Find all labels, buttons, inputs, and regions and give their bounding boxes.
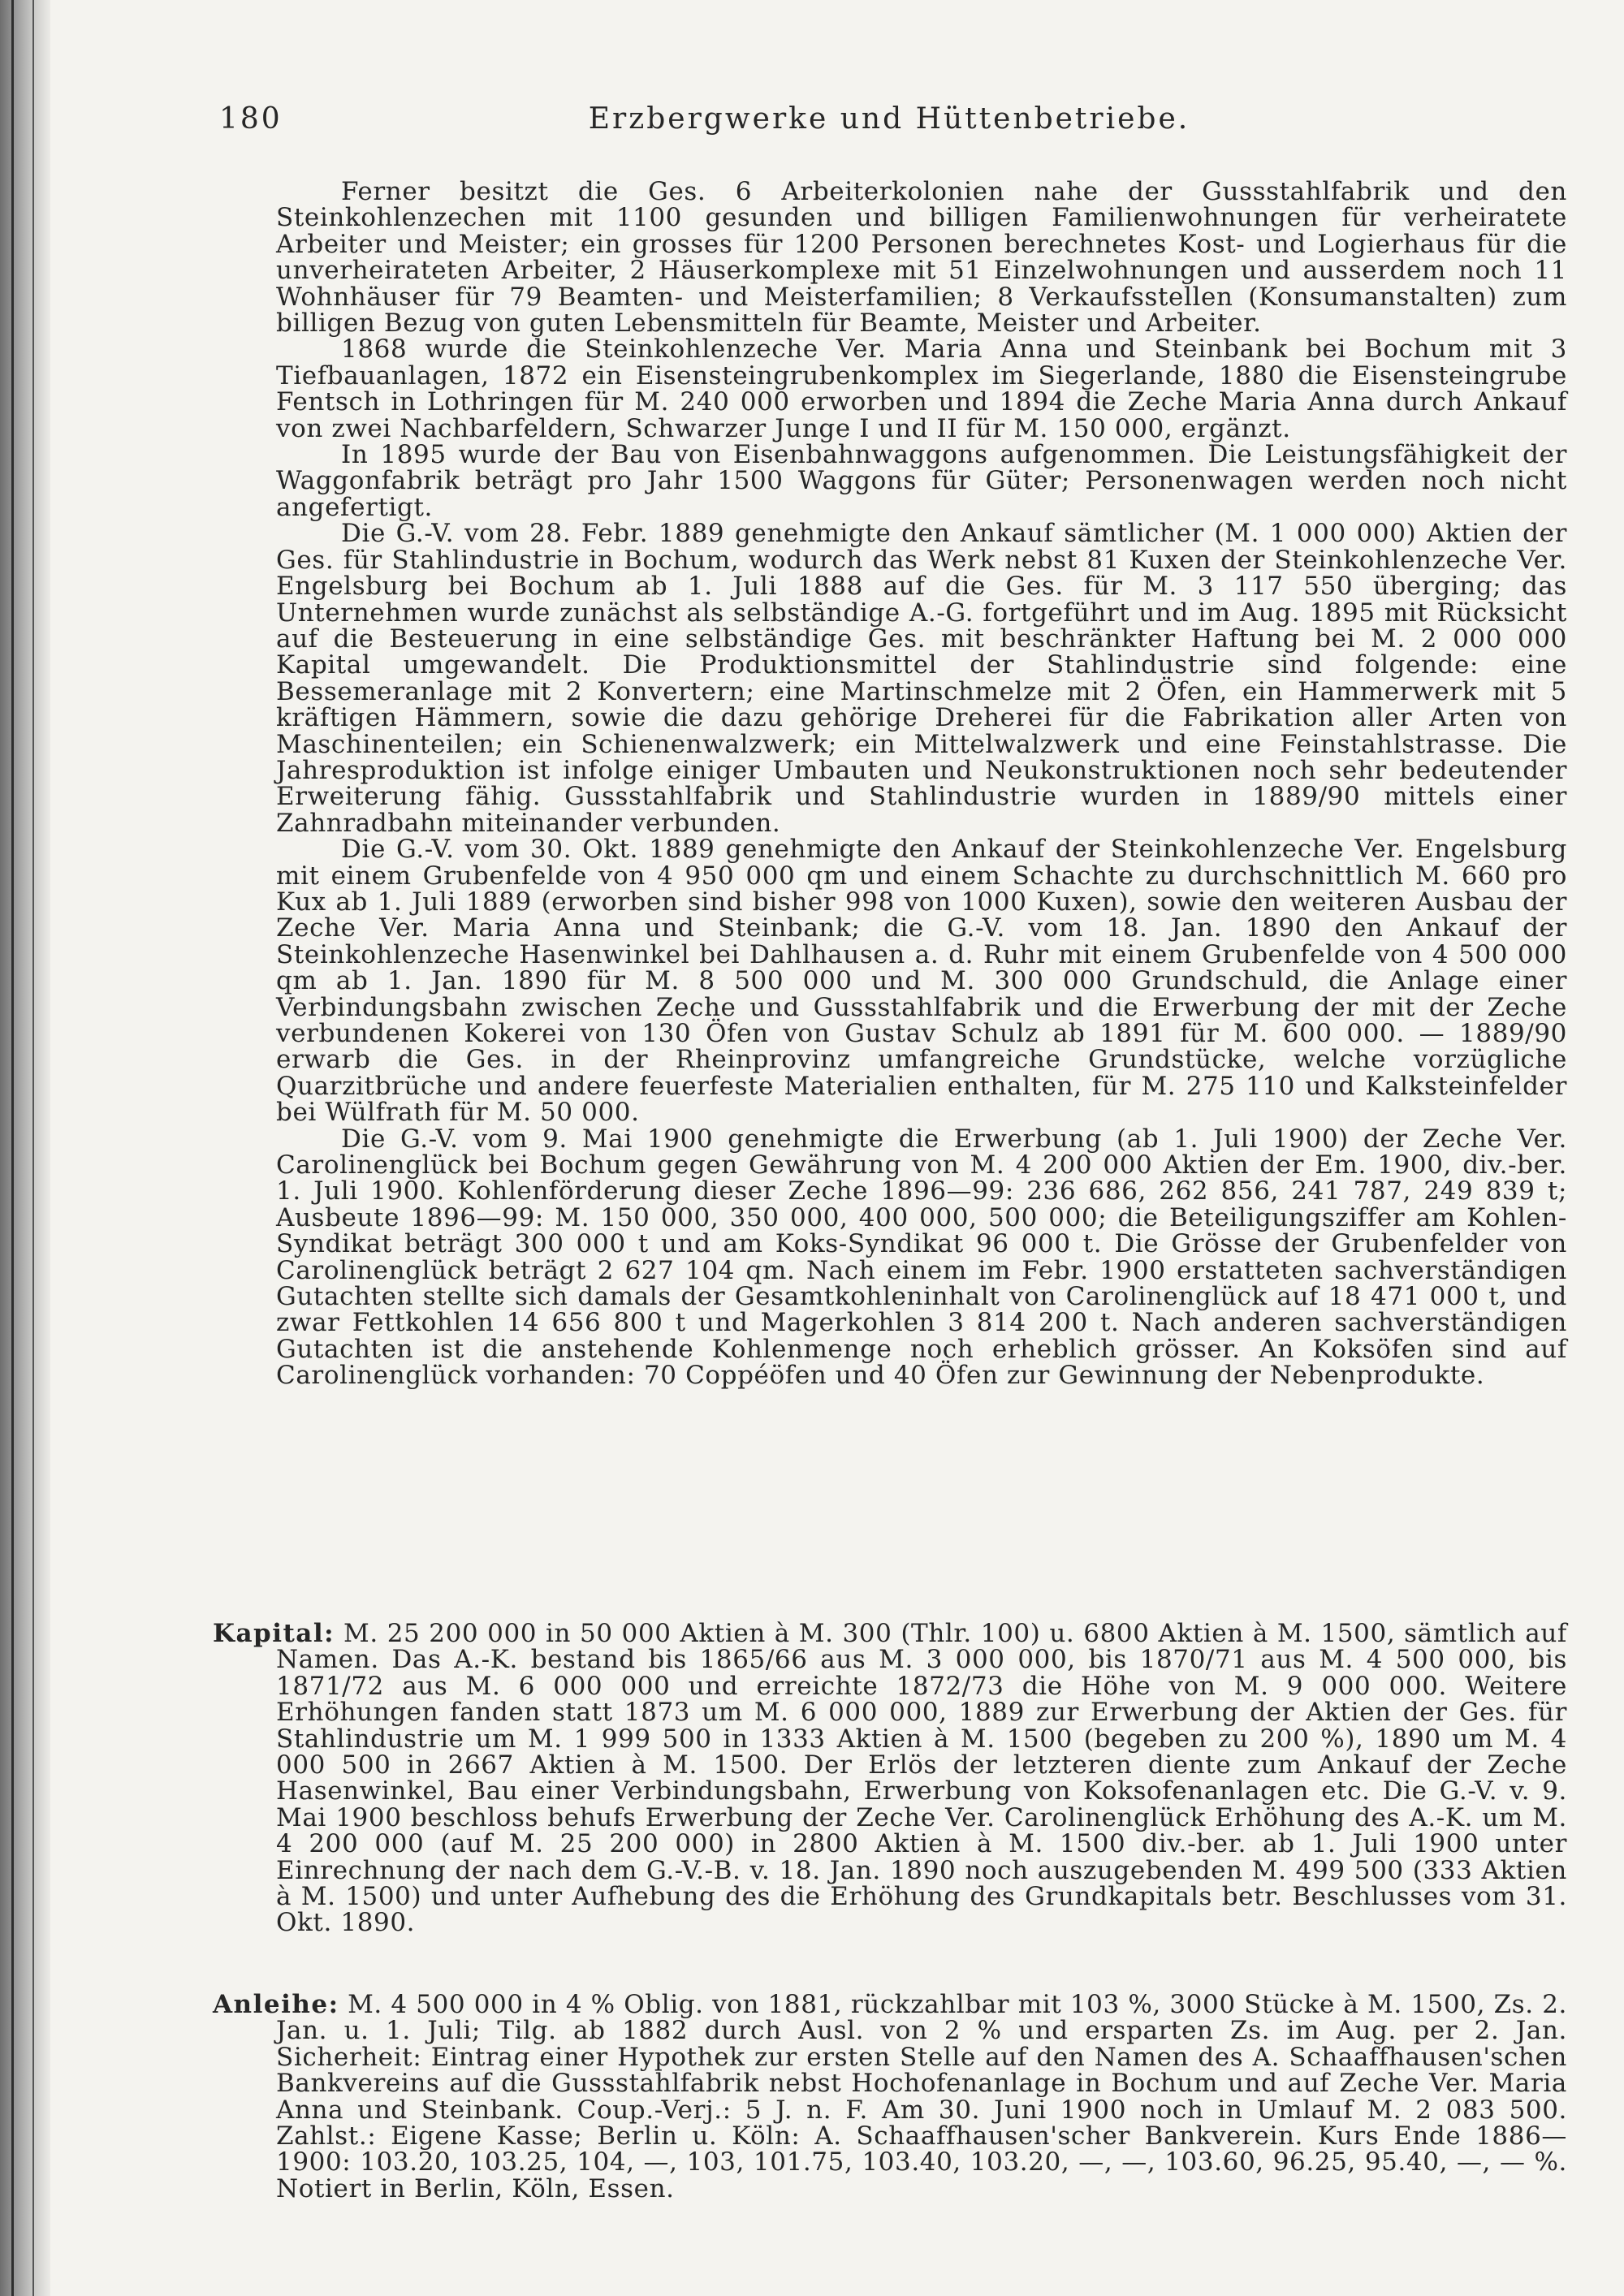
anleihe-section: [213, 1992, 1567, 2202]
spine-edge-line: [11, 0, 14, 2296]
running-title: Erzbergwerke und Hüttenbetriebe.: [588, 102, 1190, 136]
page-header: [219, 102, 1559, 151]
body-text: [276, 179, 1567, 1389]
spine-edge-line: [32, 0, 34, 2296]
kapital-paragraph: [213, 1621, 1567, 1936]
paragraph-gv-1900: Die G.-V. vom 9. Mai 1900 genehmigte die Erwerbung (ab 1. Juli 1900) der Zeche Ver. Carolinenglück bei Bochum gegen Gewährung von M. 4 200 000 Aktien der Em. 1900, div.-ber. 1. Juli 1900. Kohlenförderung dieser Zeche 1896—99: 236 686, 262 856, 241 787, 249 839 t; Ausbeute 1896—99: M. 150 000, 350 000, 400 000, 500 000; die Beteiligungsziffer am Kohlen-Syndikat beträgt 300 000 t und am Koks-Syndikat 96 000 t. Die Grösse der Grubenfelder von Carolinenglück beträgt 2 627 104 qm. Nach einem im Febr. 1900 erstatteten sachverständigen Gutachten stellte sich damals der Gesamtkohleninhalt von Carolinenglück auf 18 471 000 t, und zwar Fettkohlen 14 656 800 t und Magerkohlen 3 814 200 t. Nach anderen sachverständigen Gutachten ist die anstehende Kohlenmenge noch erheblich grösser. An Koksöfen sind auf Carolinenglück vorhanden: 70 Coppéöfen und 40 Öfen zur Gewinnung der Nebenprodukte.: [276, 1124, 1567, 1391]
anleihe-text: M. 4 500 000 in 4 % Oblig. von 1881, rückzahlbar mit 103 %, 3000 Stücke à M. 1500, Zs. 2. Jan. u. 1. Juli; Tilg. ab 1882 durch Ausl. von 2 % und ersparten Zs. im Aug. per 2. Jan. Sicherheit: Eintrag einer Hypothek zur ersten Stelle auf den Namen des A. Schaaffhausen'schen Bankvereins auf die Gussstahlfabrik nebst Hochofenanlage in Bochum und auf Zeche Ver. Maria Anna und Steinbank. Coup.-Verj.: 5 J. n. F. Am 30. Juni 1900 noch in Umlauf M. 2 083 500. Zahlst.: Eigene Kasse; Berlin u. Köln: A. Schaaffhausen'scher Bankverein. Kurs Ende 1886—1900: 103.20, 103.25, 104, —, 103, 101.75, 103.40, 103.20, —, —, 103.60, 96.25, 95.40, —, — %. Notiert in Berlin, Köln, Essen.: [276, 1990, 1567, 2203]
kapital-section: [213, 1621, 1567, 1936]
paragraph-gv-1889-okt: Die G.-V. vom 30. Okt. 1889 genehmigte den Ankauf der Steinkohlenzeche Ver. Engelsburg mit einem Grubenfelde von 4 950 000 qm und einem Schachte zu durchschnittlich M. 660 pro Kux ab 1. Juli 1889 (erworben sind bisher 998 von 1000 Kuxen), sowie den weiteren Ausbau der Zeche Ver. Maria Anna und Steinbank; die G.-V. vom 18. Jan. 1890 den Ankauf der Steinkohlenzeche Hasenwinkel bei Dahlhausen a. d. Ruhr mit einem Grubenfelde von 4 500 000 qm ab 1. Jan. 1890 für M. 8 500 000 und M. 300 000 Grundschuld, die Anlage einer Verbindungsbahn zwischen Zeche und Gussstahlfabrik und die Erwerbung der mit der Zeche verbundenen Kokerei von 130 Öfen von Gustav Schulz ab 1891 für M. 600 000. — 1889/90 erwarb die Ges. in der Rheinprovinz umfangreiche Grundstücke, welche vorzügliche Quarzitbrüche und andere feuerfeste Materialien enthalten, für M. 275 110 und Kalksteinfelder bei Wülfrath für M. 50 000.: [276, 835, 1567, 1128]
kapital-text: M. 25 200 000 in 50 000 Aktien à M. 300 (Thlr. 100) u. 6800 Aktien à M. 1500, sämtlich auf Namen. Das A.-K. bestand bis 1865/66 aus M. 3 000 000, bis 1870/71 aus M. 4 500 000, bis 1871/72 aus M. 6 000 000 und erreichte 1872/73 die Höhe von M. 9 000 000. Weitere Erhöhungen fanden statt 1873 um M. 6 000 000, 1889 zur Erwerbung der Aktien der Ges. für Stahlindustrie um M. 1 999 500 in 1333 Aktien à M. 1500 (begeben zu 200 %), 1890 um M. 4 000 500 in 2667 Aktien à M. 1500. Der Erlös der letzteren diente zum Ankauf der Zeche Hasenwinkel, Bau einer Verbindungsbahn, Erwerbung von Koksofenanlagen etc. Die G.-V. v. 9. Mai 1900 beschloss behufs Erwerbung der Zeche Ver. Carolinenglück Erhöhung des A.-K. um M. 4 200 000 (auf M. 25 200 000) in 2800 Aktien à M. 1500 div.-ber. ab 1. Juli 1900 unter Einrechnung der nach dem G.-V.-B. v. 18. Jan. 1890 noch auszugebenden M. 499 500 (333 Aktien à M. 1500) und unter Aufhebung des die Erhöhung des Grundkapitals betr. Beschlusses vom 31. Okt. 1890.: [276, 1619, 1567, 1938]
anleihe-paragraph: [213, 1992, 1567, 2202]
page-number: 180: [219, 102, 283, 136]
paragraph-arbeiterkolonien: Ferner besitzt die Ges. 6 Arbeiterkolonien nahe der Gussstahlfabrik und den Steinkohlenzechen mit 1100 gesunden und billigen Familienwohnungen für verheiratete Arbeiter und Meister; ein grosses für 1200 Personen berechnetes Kost- und Logierhaus für die unverheirateten Arbeiter, 2 Häuserkomplexe mit 51 Einzelwohnungen und ausserdem noch 11 Wohnhäuser für 79 Beamten- und Meisterfamilien; 8 Verkaufsstellen (Konsumanstalten) zum billigen Bezug von guten Lebensmitteln für Beamte, Meister und Arbeiter.: [276, 177, 1567, 339]
kapital-label: Kapital:: [213, 1619, 335, 1648]
paragraph-1868: 1868 wurde die Steinkohlenzeche Ver. Maria Anna und Steinbank bei Bochum mit 3 Tiefbauanlagen, 1872 ein Eisensteingrubenkomplex im Siegerlande, 1880 die Eisensteingrube Fentsch in Lothringen für M. 240 000 erworben und 1894 die Zeche Maria Anna durch Ankauf von zwei Nachbarfeldern, Schwarzer Junge I und II für M. 150 000, ergänzt.: [276, 334, 1567, 443]
anleihe-label: Anleihe:: [213, 1990, 339, 2019]
paragraph-gv-1889-febr: Die G.-V. vom 28. Febr. 1889 genehmigte den Ankauf sämtlicher (M. 1 000 000) Aktien der Ges. für Stahlindustrie in Bochum, wodurch das Werk nebst 81 Kuxen der Steinkohlenzeche Ver. Engelsburg bei Bochum ab 1. Juli 1888 auf die Ges. für M. 3 117 550 überging; das Unternehmen wurde zunächst als selbständige A.-G. fortgeführt und im Aug. 1895 mit Rücksicht auf die Besteuerung in eine selbständige Ges. mit beschränkter Haftung bei M. 2 000 000 Kapital umgewandelt. Die Produktionsmittel der Stahlindustrie sind folgende: eine Bessemeranlage mit 2 Konvertern; eine Martinschmelze mit 2 Öfen, ein Hammerwerk mit 5 kräftigen Hämmern, sowie die dazu gehörige Dreherei für die Fabrikation aller Arten von Maschinenteilen; ein Schienenwalzwerk; ein Mittelwalzwerk und eine Feinstahlstrasse. Die Jahresproduktion ist infolge einiger Umbauten und Neukonstruktionen noch sehr bedeutender Erweiterung fähig. Gussstahlfabrik und Stahlindustrie wurden in 1889/90 mittels einer Zahnradbahn miteinander verbunden.: [276, 519, 1567, 838]
book-spine-shadow: [0, 0, 50, 2296]
paragraph-1895: In 1895 wurde der Bau von Eisenbahnwaggons aufgenommen. Die Leistungsfähigkeit der Waggonfabrik beträgt pro Jahr 1500 Waggons für Güter; Personenwagen werden noch nicht angefertigt.: [276, 440, 1567, 522]
